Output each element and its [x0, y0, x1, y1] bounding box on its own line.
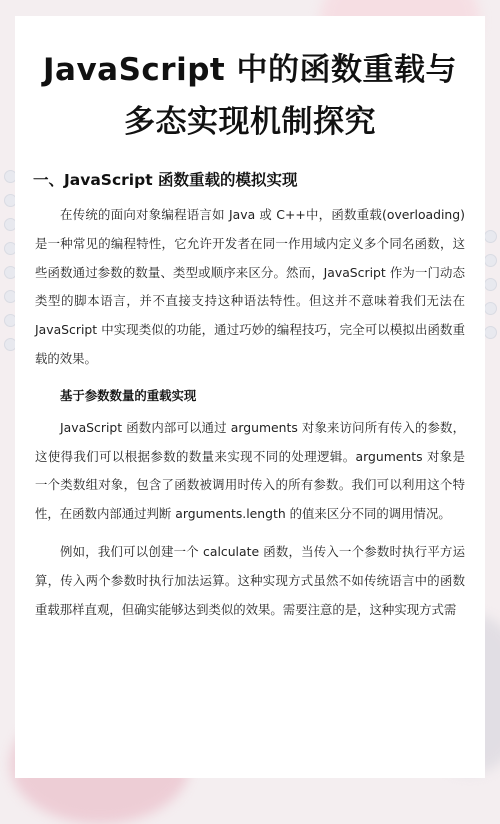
- decorative-dot: [484, 326, 497, 339]
- decorative-dots-right: [484, 230, 498, 350]
- section-heading: 一、JavaScript 函数重载的模拟实现: [33, 171, 298, 189]
- body-paragraph: JavaScript 函数内部可以通过 arguments 对象来访问所有传入的参数，这使得我们可以根据参数的数量来实现不同的处理逻辑。arguments 对象是一个类数组对象，包含了函数被调用时传入的所有参数。我们可以利用这个特性，在函数内部通过判断 arguments.length 的值来区分不同的调用情况。: [35, 419, 465, 522]
- document-page: [15, 16, 485, 778]
- body-paragraph: 例如，我们可以创建一个 calculate 函数，当传入一个参数时执行平方运算，传入两个参数时执行加法运算。这种实现方式虽然不如传统语言中的函数重载那样直观，但确实能够达到类似的效果。需要注意的是，这种实现方式需: [35, 543, 465, 617]
- body-paragraph: 在传统的面向对象编程语言如 Java 或 C++中，函数重载(overloading)是一种常见的编程特性，它允许开发者在同一作用域内定义多个同名函数，这些函数通过参数的数量、类型或顺序来区分。然而，JavaScript 作为一门动态类型的脚本语言，并不直接支持这种语法特性。但这并不意味着我们无法在 JavaScript 中实现类似的功能，通过巧妙的编程技巧，完全可以模拟出函数重载的效果。: [35, 207, 465, 366]
- document-title: JavaScript 中的函数重载与多态实现机制探究: [43, 52, 457, 140]
- decorative-dot: [484, 254, 497, 267]
- decorative-dot: [484, 302, 497, 315]
- decorative-dot: [484, 278, 497, 291]
- sub-heading: 基于参数数量的重载实现: [60, 387, 197, 403]
- decorative-dot: [484, 230, 497, 243]
